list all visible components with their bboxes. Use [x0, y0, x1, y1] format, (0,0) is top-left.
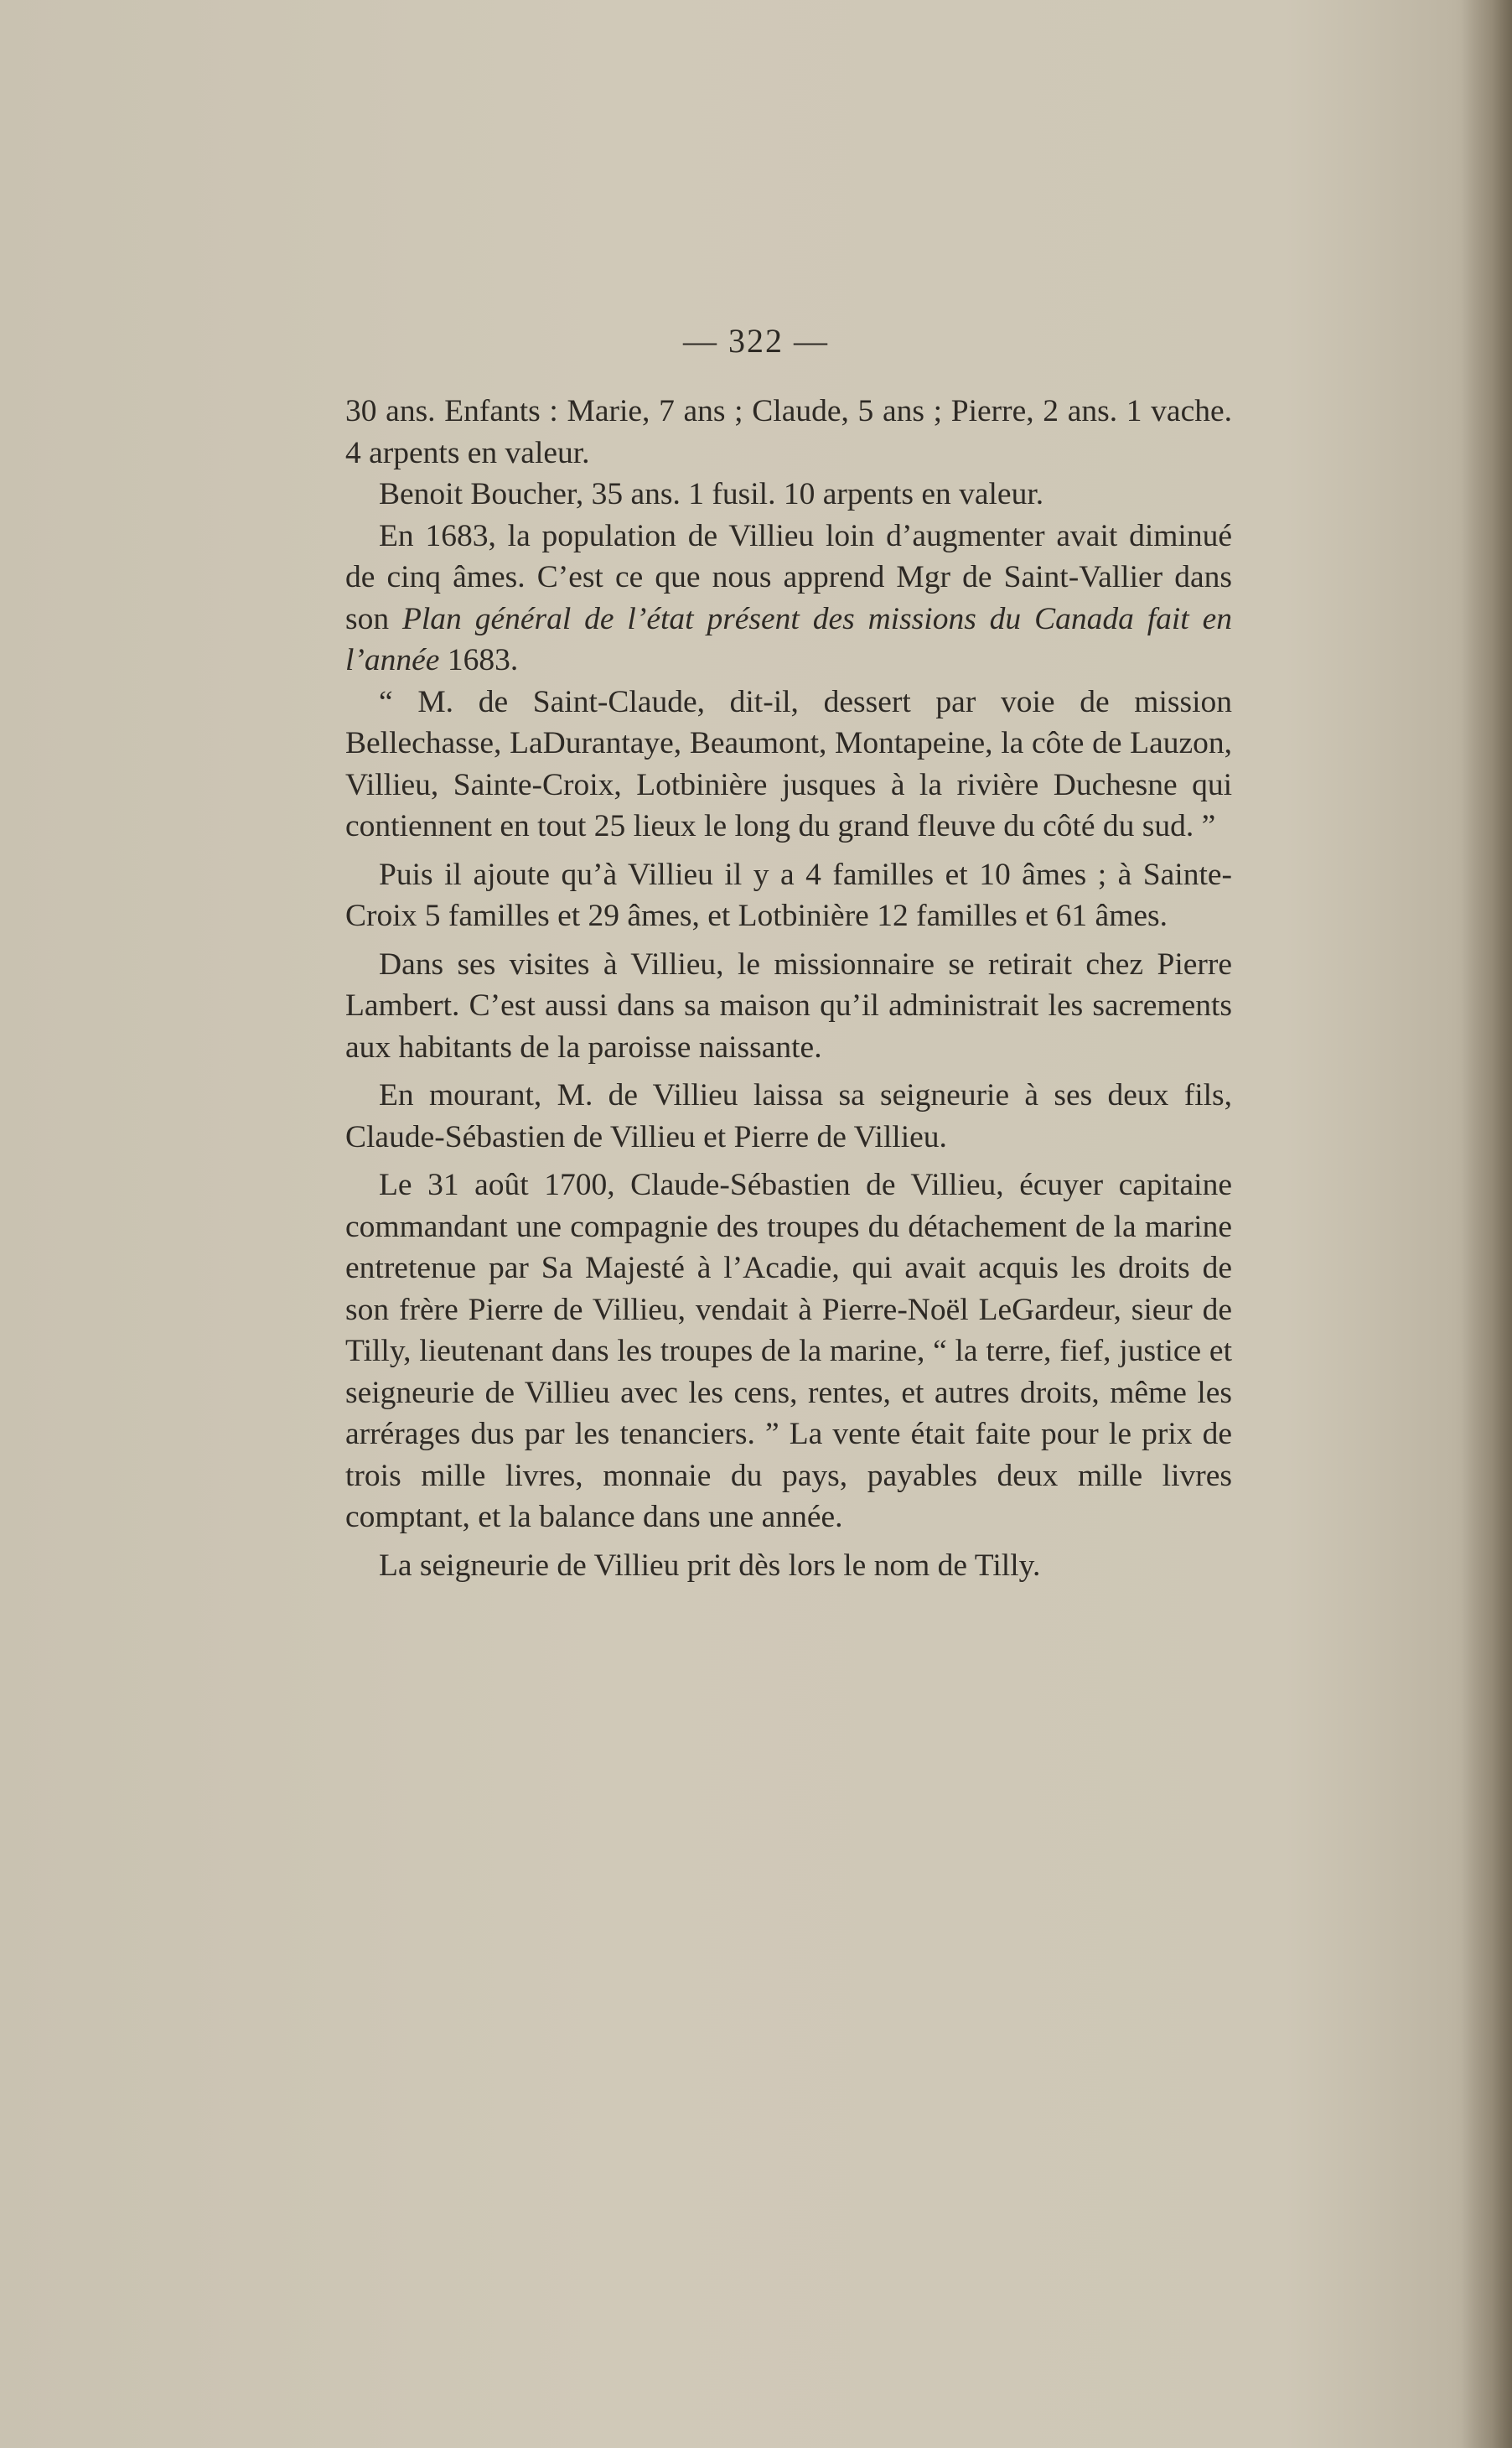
paragraph-text: En 1683, la population de Villieu loin d’augmenter avait diminué de cinq âmes. C’est ce que nous apprend Mgr de Saint-Vallier dans son: [345, 518, 1232, 636]
paragraph-heritage: En mourant, M. de Villieu laissa sa seigneurie à ses deux fils, Claude-Sébastien de Villieu et Pierre de Villieu.: [345, 1078, 1232, 1154]
paragraph-benoit-boucher: Benoit Boucher, 35 ans. 1 fusil. 10 arpents en valeur.: [379, 477, 1044, 511]
paragraph-quote-saint-claude: “ M. de Saint-Claude, dit-il, dessert par voie de mission Bellechasse, LaDurantaye, Beaumont, Montapeine, la côte de Lauzon, Villieu, Sainte-Croix, Lotbinière jusques à la rivière Duchesne qui contiennent en tout 25 lieux le long du grand fleuve du côté du sud. ”: [345, 684, 1232, 843]
paragraph-vente-1700: Le 31 août 1700, Claude-Sébastien de Villieu, écuyer capitaine commandant une compagnie des troupes du détachement de la marine entretenue par Sa Majesté à l’Acadie, qui avait acquis les droits de son frère Pierre de Villieu, vendait à Pierre-Noël LeGardeur, sieur de Tilly, lieutenant dans les troupes de la marine, “ la terre, fief, justice et seigneurie de Villieu avec les cens, rentes, et autres droits, même les arrérages dus par les tenanciers. ” La vente était faite pour le prix de trois mille livres, monnaie du pays, payables deux mille livres comptant, et la balance dans une année.: [345, 1168, 1232, 1534]
paragraph-visites: Dans ses visites à Villieu, le missionnaire se retirait chez Pierre Lambert. C’est aussi dans sa maison qu’il administrait les sacrements aux habitants de la paroisse naissante.: [345, 947, 1232, 1065]
paragraph-continuation: 30 ans. Enfants : Marie, 7 ans ; Claude, 5 ans ; Pierre, 2 ans. 1 vache. 4 arpents en valeur.: [345, 394, 1232, 470]
body-text: [345, 391, 1232, 1586]
work-title: Plan général de l’état présent des missions du Canada fait en l’année: [345, 601, 1233, 677]
page-number: — 322 —: [683, 322, 829, 360]
paragraph-population-1683: [345, 516, 1232, 682]
paragraph-familles: Puis il ajoute qu’à Villieu il y a 4 familles et 10 âmes ; à Sainte-Croix 5 familles et 29 âmes, et Lotbinière 12 familles et 61 âmes.: [345, 857, 1232, 933]
paragraph-nom-tilly: La seigneurie de Villieu prit dès lors le nom de Tilly.: [379, 1548, 1041, 1583]
paragraph-text: 1683.: [439, 643, 519, 677]
page-edge-shadow: [1462, 0, 1512, 2448]
